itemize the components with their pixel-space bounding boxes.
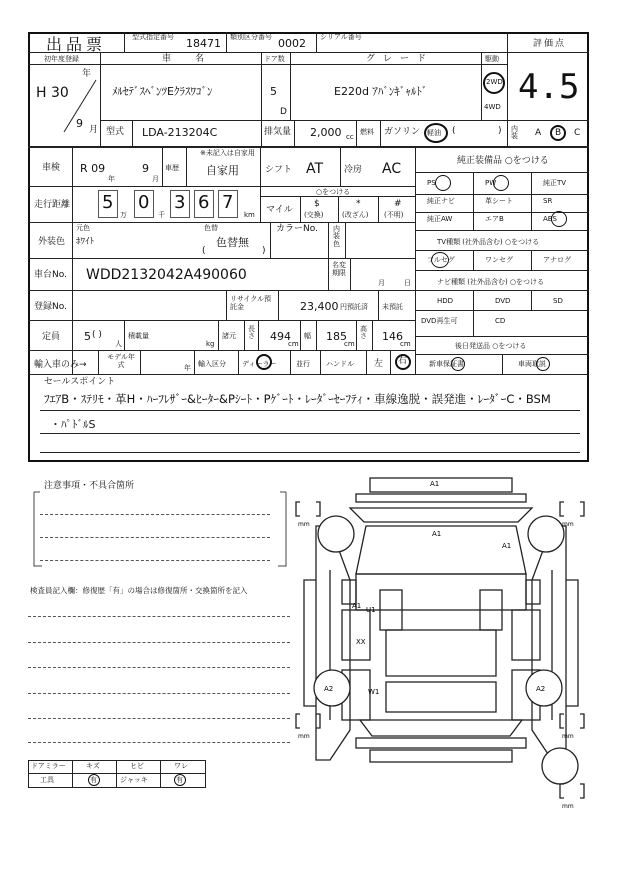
inspection-month: 9 xyxy=(142,162,149,175)
import-parallel: 並行 xyxy=(296,360,310,368)
usage: 自家用 xyxy=(206,164,239,177)
mm-unit: mm xyxy=(562,521,574,528)
mileage-digit: 5 xyxy=(102,192,114,213)
warranty-circle xyxy=(451,357,465,371)
dvd-cd: CD xyxy=(495,317,506,325)
doors-label: ドア数 xyxy=(264,55,285,63)
oem-header: 純正装備品 ○をつける xyxy=(457,156,549,166)
sales-line-2: ・ﾊﾟﾄﾞﾙS xyxy=(50,418,96,431)
equipment-item: PW xyxy=(485,179,497,187)
ps-circle xyxy=(435,175,451,191)
mark-left-door: A1 xyxy=(352,602,362,610)
model-label: 型式 xyxy=(106,127,125,137)
tool-value: 有 xyxy=(90,776,97,784)
tv-item: ワンセグ xyxy=(485,256,513,264)
category-label: 類別区分番号 xyxy=(230,33,272,41)
capacity-paren: ( ) xyxy=(92,330,102,340)
score-label: 評価点 xyxy=(533,39,567,49)
chassis-label: 車台No. xyxy=(34,270,67,280)
later-header: 後日発送品 ○をつける xyxy=(455,342,527,350)
tamper-sym: * xyxy=(356,199,361,209)
nav-item: HDD xyxy=(437,297,454,305)
mileage-digit: 7 xyxy=(222,192,234,213)
name-change-label: 名変期限 xyxy=(332,261,346,277)
interior-label: 内装 xyxy=(511,125,518,140)
tool-label: 工具 xyxy=(40,776,54,784)
caution-label: 注意事項・不具合箇所 xyxy=(44,481,135,491)
equipment-item: 純正TV xyxy=(543,179,567,187)
sales-line-1: ﾌｴｱB・ｽﾃﾘﾓ・革H・ﾊｰﾌﾚｻﾞｰ&ﾋｰﾀｰ&Pｼｰﾄ・Pｹﾞｰﾄ・ﾚｰﾀﾞｰｾｰﾌﾃｨ・車線逸脱・誤発進・ﾚｰﾀﾞｰC・BSM xyxy=(44,392,551,406)
man-unit: 万 xyxy=(120,211,127,219)
height-cm: cm xyxy=(400,340,411,348)
mm-unit: mm xyxy=(562,733,574,740)
form-title: 出品票 xyxy=(46,35,107,54)
equipment-col-divider xyxy=(531,172,532,230)
equipment-col-divider xyxy=(473,290,474,336)
mm-unit: mm xyxy=(298,733,310,740)
color-paren-open: ( xyxy=(202,246,206,256)
width-label: 幅 xyxy=(304,332,311,340)
orig-color-label: 元色 xyxy=(76,224,90,232)
height: 146 xyxy=(382,330,403,343)
nav-item: SD xyxy=(553,297,563,305)
equipment-col-divider xyxy=(531,250,532,270)
equipment-item: SR xyxy=(543,197,553,205)
crack-header: ヒビ xyxy=(130,762,144,770)
equipment-col-divider xyxy=(502,354,503,374)
cc-unit: cc xyxy=(346,133,354,141)
first-reg-month-unit: 月 xyxy=(89,125,99,135)
car-name-label: 車名 xyxy=(162,54,229,64)
inspection-label: 車検 xyxy=(42,163,61,173)
chassis: WDD2132042A490060 xyxy=(86,267,247,283)
mark-right-fender: A1 xyxy=(502,542,512,550)
equipment-row-divider xyxy=(415,336,589,337)
ac: AC xyxy=(382,161,402,177)
score-value: 4.5 xyxy=(518,67,580,107)
later-item: 新車保証書 xyxy=(429,360,464,368)
jack-value: 有 xyxy=(176,776,183,784)
capacity: 5 xyxy=(84,330,91,343)
first-reg-year-unit: 年 xyxy=(82,69,92,79)
handle-label: ハンドル xyxy=(326,360,354,368)
model-year-label: モデル年式 xyxy=(107,353,135,369)
manual-circle xyxy=(536,357,550,371)
equipment-row-divider xyxy=(415,194,589,195)
import-dealer: ディーラー xyxy=(242,360,277,368)
fuel-paren-open: ( xyxy=(452,126,456,136)
equipment-col-divider xyxy=(473,172,474,230)
ext-color-label: 外装色 xyxy=(38,237,66,247)
name-change-day: 日 xyxy=(404,279,411,287)
mark-hood: A1 xyxy=(432,530,442,538)
import-dealer-circle xyxy=(256,354,272,370)
nav-item: DVD xyxy=(495,297,511,305)
fuel-diesel: 軽油 xyxy=(427,129,441,137)
capacity-unit: 人 xyxy=(115,340,122,348)
equipment-col-divider xyxy=(473,250,474,270)
color-paren-close: ) xyxy=(262,246,266,256)
fullseg-circle xyxy=(431,252,449,268)
mark-left-door-u: U1 xyxy=(366,606,376,614)
jack-label: ジャッキ xyxy=(120,776,148,784)
pw-circle xyxy=(493,175,509,191)
reg-no-label: 登録No. xyxy=(34,302,67,312)
dims-label: 諸元 xyxy=(222,332,236,340)
unknown-sym: # xyxy=(394,199,402,209)
dvd-label: DVD再生可 xyxy=(421,317,458,325)
ac-label: 冷房 xyxy=(344,165,363,175)
width: 185 xyxy=(326,330,347,343)
equipment-col-divider xyxy=(531,290,532,310)
circle-note: ○をつける xyxy=(316,188,351,196)
sales-label: セールスポイント xyxy=(44,377,116,387)
first-reg-era: H 30 xyxy=(36,85,69,101)
mileage-digit: 6 xyxy=(198,192,210,213)
scratch-header: キズ xyxy=(86,762,100,770)
first-reg-month: 9 xyxy=(76,117,83,130)
doors: 5 xyxy=(270,85,277,98)
recycle-label: リサイクル預託金 xyxy=(230,295,272,311)
usage-note: ※未記入は自家用 xyxy=(200,149,255,157)
fuel-gasoline: ガソリン xyxy=(384,127,421,137)
exchange-text: (交換) xyxy=(304,211,324,219)
name-change-month: 月 xyxy=(378,279,385,287)
capacity-label: 定員 xyxy=(42,332,61,342)
tv-item: フルセグ xyxy=(427,256,455,264)
equipment-row-divider xyxy=(415,172,589,173)
car-diagram xyxy=(290,470,600,810)
shift: AT xyxy=(306,161,324,177)
category-no: 0002 xyxy=(278,37,306,50)
mileage-label: 走行距離 xyxy=(34,200,71,210)
equipment-row-divider xyxy=(415,290,589,291)
unknown-text: (不明) xyxy=(384,211,404,219)
mark-roof: A1 xyxy=(430,480,440,488)
recycle-amount: 23,400 xyxy=(300,300,339,313)
drive-label: 駆動 xyxy=(485,55,499,63)
door-mirror-header: ドアミラー xyxy=(31,762,66,770)
mile-label: マイル xyxy=(266,205,293,215)
break-header: ワレ xyxy=(174,762,188,770)
type-no-label: 型式指定番号 xyxy=(132,33,174,41)
import-label: 輸入車のみ→ xyxy=(34,360,87,370)
displacement: 2,000 xyxy=(310,126,342,139)
recycle-status: 円預託済 xyxy=(340,303,368,311)
exchange-sym: $ xyxy=(314,199,320,209)
interior-b: B xyxy=(555,128,562,138)
mm-unit: mm xyxy=(562,803,574,810)
model-year-unit: 年 xyxy=(184,364,191,372)
color-change-label: 色替 xyxy=(204,224,218,232)
equipment-row-divider xyxy=(415,250,589,251)
door-suffix: D xyxy=(280,107,287,117)
orig-color: ﾎﾜｲﾄ xyxy=(76,237,95,247)
mm-unit: mm xyxy=(298,521,310,528)
mark-left-rear-wheel: A2 xyxy=(324,685,334,693)
type-no: 18471 xyxy=(186,37,221,50)
serial-label: シリアル番号 xyxy=(320,33,362,41)
inspection-year-unit: 年 xyxy=(108,175,115,183)
abs-circle xyxy=(551,211,567,227)
length-cm: cm xyxy=(288,340,299,348)
mark-center: XX xyxy=(356,638,366,646)
height-label: 高さ xyxy=(360,325,367,340)
tv-header: TV種類 (社外品含む) ○をつける xyxy=(437,238,540,246)
mark-left-rear-w: W1 xyxy=(368,688,380,696)
sen-unit: 千 xyxy=(158,211,165,219)
color-no-label: カラーNo. xyxy=(276,224,318,234)
first-reg-label: 初年度登録 xyxy=(44,55,79,63)
inspection: R 09 xyxy=(80,162,106,175)
mileage-digit: 0 xyxy=(138,192,150,213)
fuel-paren-close: ) xyxy=(498,126,502,136)
equipment-item: エアB xyxy=(485,215,504,223)
drive-2wd: 2WD xyxy=(486,78,503,86)
grade: E220d ｱﾊﾞﾝｷﾞｬﾙﾄﾞ xyxy=(334,85,428,98)
nav-header: ナビ種類 (社外品含む) ○をつける xyxy=(437,278,545,286)
recycle-unpaid: 未預託 xyxy=(382,303,403,311)
displacement-label: 排気量 xyxy=(264,127,292,137)
handle-left: 左 xyxy=(374,359,384,369)
mark-right-rear-wheel: A2 xyxy=(536,685,546,693)
length: 494 xyxy=(270,330,291,343)
handle-right: 右 xyxy=(398,356,408,366)
equipment-item: ABS xyxy=(543,215,557,223)
length-label: 長さ xyxy=(248,325,255,340)
equipment-item: 純正ナビ xyxy=(427,197,455,205)
kg-unit: kg xyxy=(206,340,215,348)
fuel-label: 燃料 xyxy=(360,128,374,136)
shift-label: シフト xyxy=(265,165,293,175)
load-label: 積載量 xyxy=(128,332,149,340)
equipment-item: 純正AW xyxy=(427,215,453,223)
interior-c: C xyxy=(574,128,581,138)
inspector-label: 検査員記入欄：修復歴「有」の場合は修復箇所・交換箇所を記入 xyxy=(30,586,248,595)
tamper-text: (改ざん) xyxy=(342,211,369,219)
color-change: 色替無 xyxy=(216,236,249,249)
import-type-label: 輸入区分 xyxy=(198,360,226,368)
equipment-row-divider xyxy=(415,270,589,271)
km-unit: km xyxy=(244,211,255,219)
equipment-row-divider xyxy=(415,230,589,231)
interior-a: A xyxy=(535,128,542,138)
drive-4wd: 4WD xyxy=(484,103,501,111)
int-color-label: 内装色 xyxy=(333,225,340,248)
tv-item: アナログ xyxy=(543,256,571,264)
mileage-digit: 3 xyxy=(174,192,186,213)
usage-label: 車歴 xyxy=(165,164,179,172)
equipment-row-divider xyxy=(415,310,589,311)
grade-label: グレード xyxy=(366,54,435,64)
equipment-item: PS xyxy=(427,179,436,187)
later-item: 車両取説 xyxy=(518,360,546,368)
car-name: ﾒﾙｾﾃﾞｽﾍﾞﾝﾂEｸﾗｽﾜｺﾞﾝ xyxy=(112,85,213,98)
width-cm: cm xyxy=(344,340,355,348)
equipment-item: 革シート xyxy=(485,197,513,205)
model: LDA-213204C xyxy=(142,126,218,139)
inspection-month-unit: 月 xyxy=(152,175,159,183)
